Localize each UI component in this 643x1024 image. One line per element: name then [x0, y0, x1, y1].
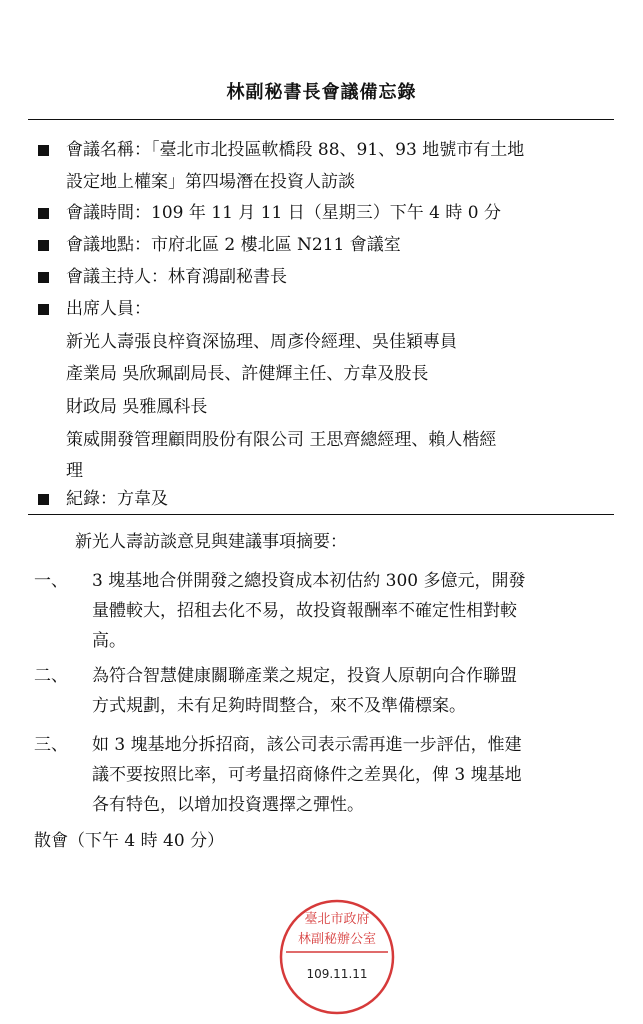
- bullet-icon: [38, 272, 49, 283]
- bullet-icon: [38, 208, 49, 219]
- seal-line-1: 臺北市政府: [304, 912, 370, 927]
- bottom-divider: [28, 514, 614, 515]
- document-title: 林副秘書長會議備忘錄: [226, 82, 417, 103]
- attendee-line: 產業局 吳欣珮副局長、許健輝主任、方韋及股長: [66, 364, 429, 384]
- point-line: 3 塊基地合併開發之總投資成本初估約 300 多億元，開發: [92, 571, 526, 591]
- attendee-line: 策威開發管理顧問股份有限公司 王思齊總經理、賴人楷經: [66, 430, 497, 450]
- meeting-name-line-1: 會議名稱：「臺北市北投區軟橋段 88、91、93 地號市有土地: [66, 140, 525, 160]
- adjournment: 散會（下午 4 時 40 分）: [34, 831, 225, 851]
- point-line: 各有特色，以增加投資選擇之彈性。: [92, 795, 364, 815]
- summary-heading: 新光人壽訪談意見與建議事項摘要：: [75, 532, 347, 552]
- point-text: [92, 730, 612, 820]
- point-text: [92, 661, 612, 721]
- office-seal-icon: [278, 898, 396, 1016]
- seal-date: 109.11.11: [306, 967, 368, 981]
- point-line: 如 3 塊基地分拆招商，該公司表示需再進一步評估，惟建: [92, 735, 522, 755]
- point-line: 議不要按照比率，可考量招商條件之差異化，俾 3 塊基地: [92, 765, 522, 785]
- meeting-place: 會議地點：市府北區 2 樓北區 N211 會議室: [66, 235, 401, 255]
- recorder: 紀錄：方韋及: [66, 489, 168, 509]
- point-line: 為符合智慧健康關聯產業之規定，投資人原朝向合作聯盟: [92, 666, 517, 686]
- point-number: 二、: [34, 666, 68, 686]
- attendee-line: 新光人壽張良梓資深協理、周彥伶經理、吳佳穎專員: [66, 332, 457, 352]
- meeting-time: 會議時間：109 年 11 月 11 日（星期三）下午 4 時 0 分: [66, 203, 501, 223]
- bullet-icon: [38, 304, 49, 315]
- bullet-icon: [38, 494, 49, 505]
- point-line: 量體較大，招租去化不易，故投資報酬率不確定性相對較: [92, 601, 517, 621]
- meeting-name-line-2: 設定地上權案」第四場潛在投資人訪談: [66, 172, 355, 192]
- point-number: 三、: [34, 735, 68, 755]
- attendee-line: 財政局 吳雅鳳科長: [66, 397, 208, 417]
- point-number: 一、: [34, 571, 68, 591]
- attendees-label: 出席人員：: [66, 299, 151, 319]
- point-line: 方式規劃，未有足夠時間整合，來不及準備標案。: [92, 696, 466, 716]
- attendee-line: 理: [66, 461, 83, 481]
- top-divider: [28, 119, 614, 120]
- bullet-icon: [38, 145, 49, 156]
- seal-line-2: 林副秘辦公室: [297, 932, 377, 947]
- bullet-icon: [38, 240, 49, 251]
- point-line: 高。: [92, 631, 126, 651]
- point-text: [92, 566, 612, 656]
- meeting-host: 會議主持人：林育鴻副秘書長: [66, 267, 287, 287]
